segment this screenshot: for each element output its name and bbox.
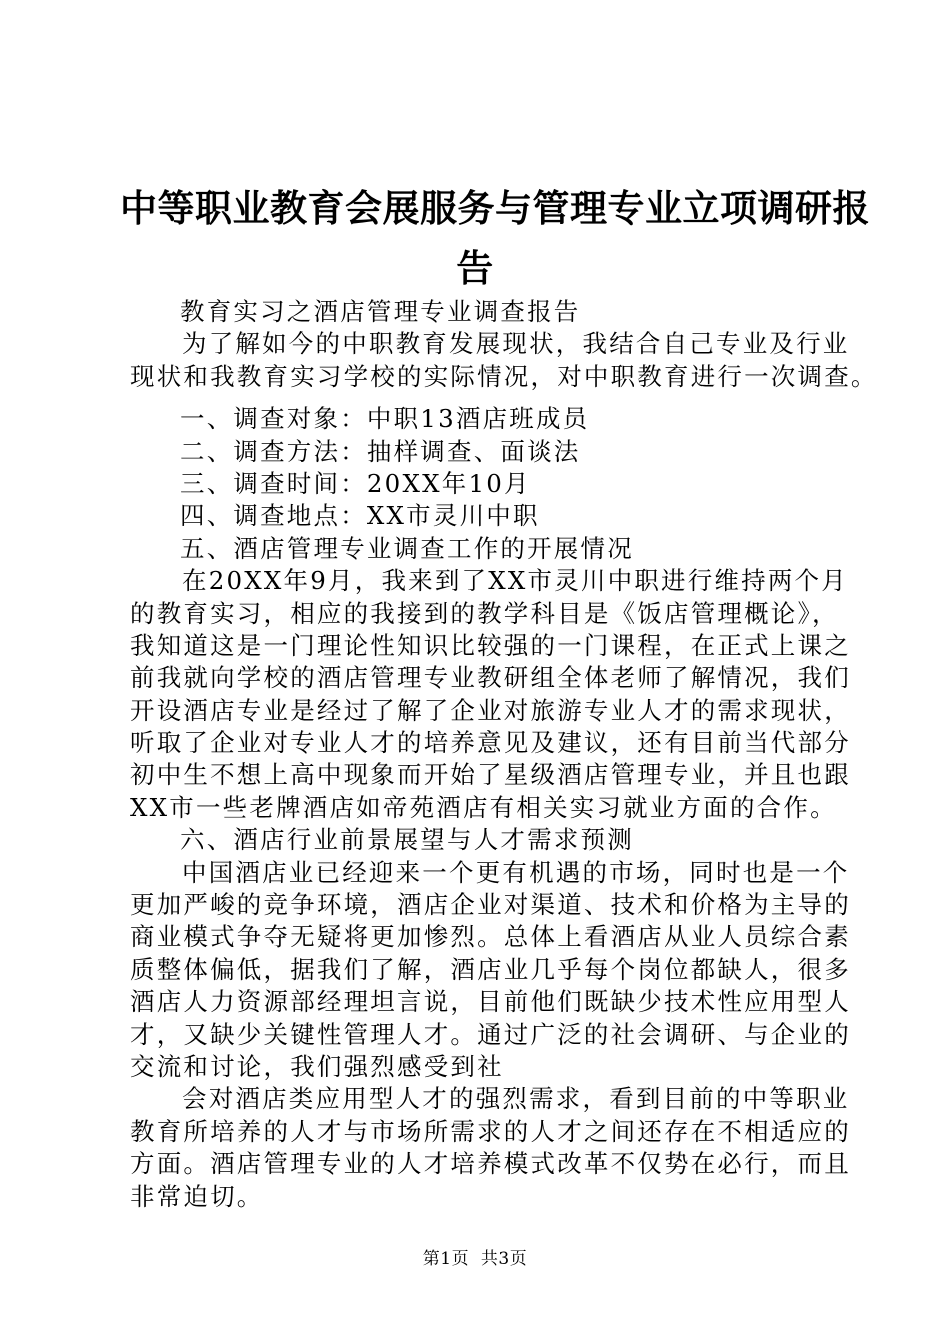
document-body — [130, 296, 878, 1213]
body-line: 开设酒店专业是经过了解了企业对旅游专业人才的需求现状， — [130, 695, 851, 725]
body-line: 交流和讨论，我们强烈感受到社 — [130, 1051, 504, 1081]
body-line: 六、酒店行业前景展望与人才需求预测 — [180, 825, 634, 855]
body-line: 三、调查时间：20XX年10月 — [180, 468, 531, 498]
body-line: 非常迫切。 — [130, 1181, 264, 1211]
body-line: 前我就向学校的酒店管理专业教研组全体老师了解情况，我们 — [130, 663, 851, 693]
body-line: 教育所培养的人才与市场所需求的人才之间还存在不相适应的 — [130, 1116, 851, 1146]
body-line: 在20XX年9月，我来到了XX市灵川中职进行维持两个月 — [182, 566, 848, 596]
body-line: 一、调查对象：中职13酒店班成员 — [180, 404, 590, 434]
body-line: 的教育实习，相应的我接到的教学科目是《饭店管理概论》， — [130, 598, 839, 628]
body-line: 听取了企业对专业人才的培养意见及建议，还有目前当代部分 — [130, 728, 851, 758]
document-title-line-1: 中等职业教育会展服务与管理专业立项调研报 — [120, 187, 870, 230]
body-line: 酒店人力资源部经理坦言说，目前他们既缺少技术性应用型人 — [130, 987, 851, 1017]
body-line: 为了解如今的中职教育发展现状，我结合自己专业及行业 — [182, 329, 850, 359]
body-line: 才，又缺少关键性管理人才。通过广泛的社会调研、与企业的 — [130, 1019, 851, 1049]
body-line: 中国酒店业已经迎来一个更有机遇的市场，同时也是一个 — [182, 857, 850, 887]
body-line: 方面。酒店管理专业的人才培养模式改革不仅势在必行，而且 — [130, 1149, 851, 1179]
body-line: 我知道这是一门理论性知识比较强的一门课程，在正式上课之 — [130, 630, 851, 660]
body-line: 更加严峻的竞争环境，酒店企业对渠道、技术和价格为主导的 — [130, 890, 851, 920]
body-line: 初中生不想上高中现象而开始了星级酒店管理专业，并且也跟 — [130, 760, 851, 790]
body-line: 质整体偏低，据我们了解，酒店业几乎每个岗位都缺人，很多 — [130, 954, 851, 984]
body-line: 四、调查地点：XX市灵川中职 — [180, 501, 540, 531]
body-line: 五、酒店管理专业调查工作的开展情况 — [180, 533, 634, 563]
body-line: 教育实习之酒店管理专业调查报告 — [180, 297, 581, 326]
body-line: 会对酒店类应用型人才的强烈需求，看到目前的中等职业 — [182, 1084, 850, 1114]
body-line: 商业模式争夺无疑将更加惨烈。总体上看酒店从业人员综合素 — [130, 922, 851, 952]
body-line: 现状和我教育实习学校的实际情况，对中职教育进行一次调查。 — [130, 361, 878, 391]
document-title-line-2: 告 — [456, 247, 494, 290]
body-line: XX市一些老牌酒店如帝苑酒店有相关实习就业方面的合作。 — [130, 792, 837, 822]
body-line: 二、调查方法：抽样调查、面谈法 — [180, 436, 581, 466]
page-number-footer: 第1页 共3页 — [422, 1249, 528, 1269]
paragraph-gap — [130, 393, 834, 403]
